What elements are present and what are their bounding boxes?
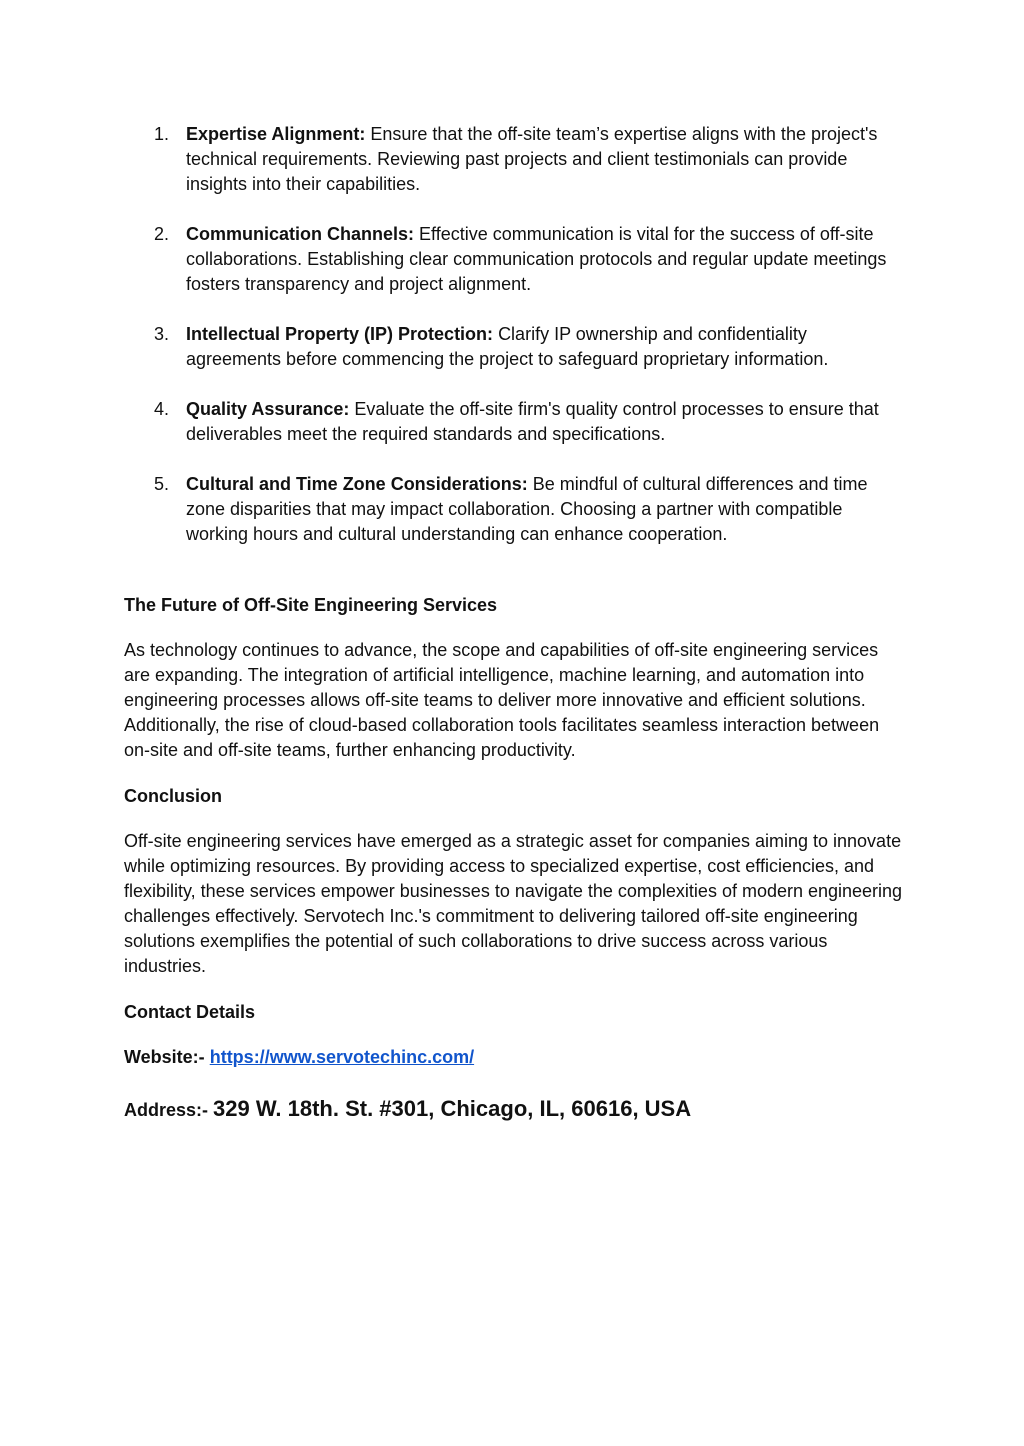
website-line xyxy=(124,1045,904,1070)
address-label: Address:- xyxy=(124,1100,209,1120)
future-body-section xyxy=(124,638,904,763)
list-item-title: Communication Channels: xyxy=(186,224,415,244)
list-item-text: Ensure that the off-site team’s expertise aligns with the project's technical requirements. Reviewing past projects and client testimonials can provide insights into their capabilities. xyxy=(186,124,878,194)
list-item xyxy=(124,472,904,547)
list-number: 2. xyxy=(154,224,170,244)
list-number: 5. xyxy=(154,474,170,494)
list-item-title: Quality Assurance: xyxy=(186,399,350,419)
considerations-list xyxy=(124,122,904,572)
list-number: 4. xyxy=(154,399,170,419)
address-line xyxy=(124,1096,904,1123)
list-item xyxy=(124,397,904,447)
list-item-title: Cultural and Time Zone Considerations: xyxy=(186,474,528,494)
list-item xyxy=(124,322,904,372)
address-value: 329 W. 18th. St. #301, Chicago, IL, 60616, USA xyxy=(213,1096,692,1121)
list-item-text: Effective communication is vital for the success of off-site collaborations. Establishing clear communication protocols and regular update meetings fosters transparency and project alignment. xyxy=(186,224,887,294)
conclusion-paragraph: Off-site engineering services have emerged as a strategic asset for companies aiming to innovate while optimizing resources. By providing access to specialized expertise, cost efficiencies, and flexibility, these services empower businesses to navigate the complexities of modern engineering challenges effectively. Servotech Inc.'s commitment to delivering tailored off-site engineering solutions exemplifies the potential of such collaborations to drive success across various industries. xyxy=(124,831,903,976)
list-item xyxy=(124,222,904,297)
future-section xyxy=(124,593,904,618)
website-link[interactable]: https://www.servotechinc.com/ xyxy=(209,1047,475,1067)
future-heading: The Future of Off-Site Engineering Services xyxy=(124,595,498,615)
list-item-text: Be mindful of cultural differences and time zone disparities that may impact collaboration. Choosing a partner with compatible working hours and cultural understanding can enhance cooperation. xyxy=(186,474,868,544)
contact-heading: Contact Details xyxy=(124,1002,256,1022)
website-label: Website:- xyxy=(124,1047,205,1067)
conclusion-body-section xyxy=(124,829,904,979)
list-number: 1. xyxy=(154,124,170,144)
list-item-text: Evaluate the off-site firm's quality control processes to ensure that deliverables meet the required standards and specifications. xyxy=(186,399,879,444)
list-item-text: Clarify IP ownership and confidentiality agreements before commencing the project to safeguard proprietary information. xyxy=(186,324,829,369)
list-number: 3. xyxy=(154,324,170,344)
list-item-title: Intellectual Property (IP) Protection: xyxy=(186,324,494,344)
list-item-title: Expertise Alignment: xyxy=(186,124,366,144)
list-item xyxy=(124,122,904,197)
future-paragraph: As technology continues to advance, the scope and capabilities of off-site engineering services are expanding. The integration of artificial intelligence, machine learning, and automation into engineering processes allows off-site teams to deliver more innovative and efficient solutions. Additionally, the rise of cloud-based collaboration tools facilitates seamless interaction between on-site and off-site teams, further enhancing productivity. xyxy=(124,640,880,760)
conclusion-heading: Conclusion xyxy=(124,786,222,806)
contact-section xyxy=(124,1000,904,1025)
conclusion-section xyxy=(124,784,904,809)
